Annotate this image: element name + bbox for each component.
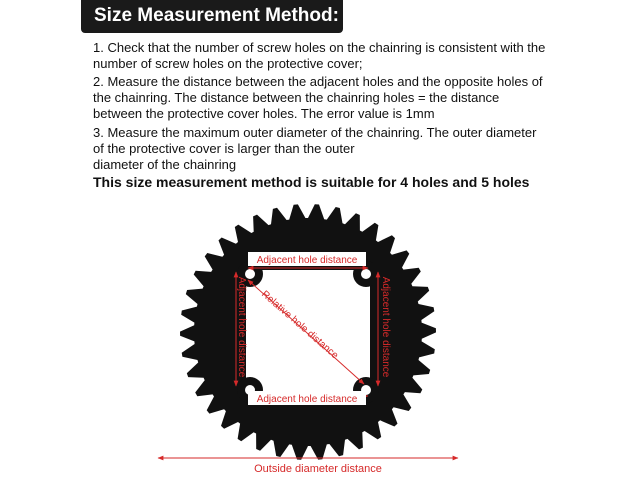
step-3-line-1: 3. Measure the maximum outer diameter of the chainring. The outer diameter [93, 125, 537, 140]
summary-text: This size measurement method is suitable for 4 holes and 5 holes [93, 174, 530, 190]
chainring-diagram [150, 190, 490, 480]
step-3-text [93, 125, 573, 173]
page-title: Size Measurement Method: [94, 5, 339, 26]
label-adjacent-right: Adjacent hole distance [380, 276, 391, 378]
step-1-text [93, 40, 573, 72]
bolt-hole-tr [361, 269, 371, 279]
label-outside-diameter: Outside diameter distance [254, 463, 382, 475]
step-2-line-2: the chainring. The distance between the chainring holes = the distance [93, 90, 500, 105]
label-adjacent-left: Adjacent hole distance [236, 276, 247, 378]
label-relative: Relative hole distance [259, 288, 341, 362]
step-1-line-1: 1. Check that the number of screw holes on the chainring is consistent with the [93, 40, 546, 55]
step-2-text [93, 74, 573, 122]
label-adjacent-bottom: Adjacent hole distance [256, 394, 358, 405]
step-2-line-1: 2. Measure the distance between the adjacent holes and the opposite holes of [93, 74, 543, 89]
step-2-line-3: between the protective cover holes. The error value is 1mm [93, 106, 435, 121]
step-1-line-2: number of screw holes on the protective cover; [93, 56, 363, 71]
step-3-line-2: of the protective cover is larger than the outer [93, 141, 355, 156]
label-adjacent-top: Adjacent hole distance [256, 255, 358, 266]
step-3-line-3: diameter of the chainring [93, 157, 237, 172]
